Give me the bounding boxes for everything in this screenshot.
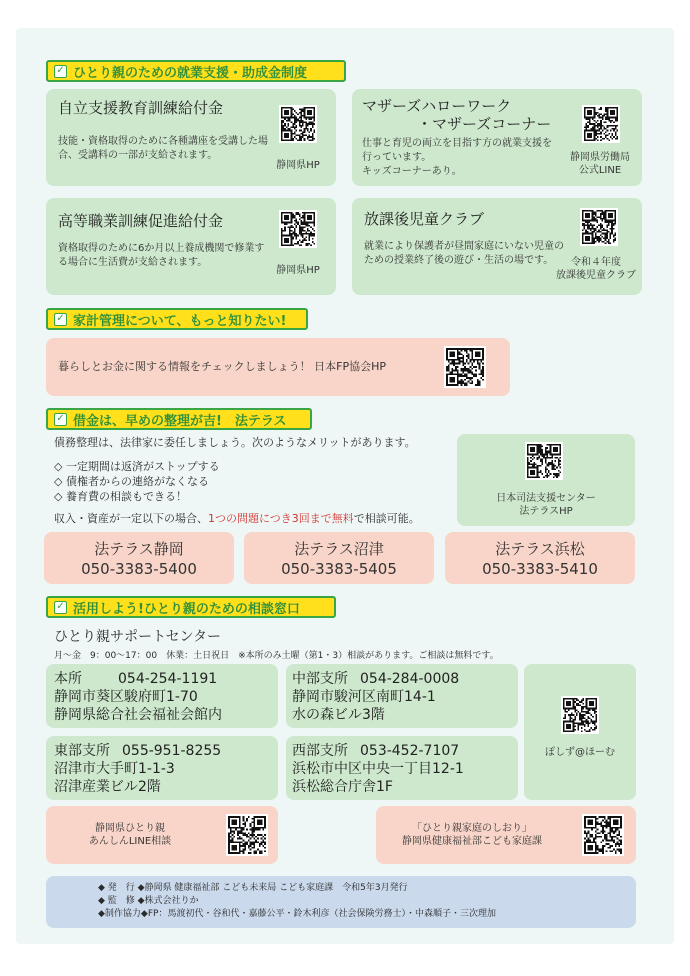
- credit-publisher: ◆ 発 行 ◆静岡県 健康福祉部 こども未来局 こども家庭課 令和5年3月発行: [98, 883, 408, 893]
- qr-caption-line: 静岡県労働局: [570, 152, 630, 163]
- card-body: 資格取得のために6か月以上養成機関で修業する場合に生活費が支給されます。: [58, 243, 265, 268]
- free-consult-note: [54, 512, 474, 526]
- section-title: ひとり親のための就業支援・助成金制度: [73, 65, 308, 81]
- office-shizuoka: [44, 532, 234, 584]
- branch-header: [292, 670, 459, 688]
- card-title-line2: ・マザーズコーナー: [417, 115, 552, 133]
- branch-name: 中部支所: [292, 671, 348, 687]
- office-name: 法テラス静岡: [94, 540, 184, 558]
- office-tel[interactable]: 050-3383-5405: [281, 560, 397, 578]
- qr-code-icon[interactable]: [582, 814, 624, 856]
- houterasu-hp-box: [457, 434, 635, 526]
- card-body-line: 行っています。: [362, 152, 432, 163]
- checkbox-icon: ✓: [54, 65, 67, 78]
- credit-supervisor: ◆ 監 修 ◆株式会社りか: [98, 896, 199, 906]
- line-caption: [60, 822, 200, 848]
- section-heading-consultation: [46, 596, 336, 618]
- credit-cooperation: ◆制作協力◆FP：馬渡初代・谷和代・嘉藤公平・鈴木利彦（社会保険労務士）・中森順子・三次理加: [98, 909, 496, 919]
- qr-code-icon[interactable]: [561, 696, 599, 734]
- card-body-line: キッズコーナーあり。: [362, 166, 462, 177]
- checkbox-icon: ✓: [54, 601, 67, 614]
- section-heading-debt: [46, 408, 312, 430]
- fp-association-box: [46, 338, 510, 396]
- card-independence-training: [46, 89, 336, 186]
- section-title: 家計管理について、もっと知りたい!: [73, 313, 287, 329]
- office-tel[interactable]: 050-3383-5400: [81, 560, 197, 578]
- branch-name: 西部支所: [292, 743, 348, 759]
- branch-name: 東部支所: [54, 743, 110, 759]
- card-body-line: 仕事と育児の両立を目指す方の就業支援を: [362, 138, 552, 149]
- qr-caption-line: 公式LINE: [578, 165, 622, 176]
- branch-address: 静岡市駿河区南町14-1: [292, 689, 436, 705]
- office-numazu: [244, 532, 434, 584]
- note-highlight: 1つの問題につき3回まで無料: [208, 512, 354, 525]
- branch-building: 浜松総合庁舎1F: [292, 779, 393, 795]
- fp-text: 暮らしとお金に関する情報をチェックしましょう！ 日本FP協会HP: [58, 360, 387, 373]
- qr-code-icon[interactable]: [226, 814, 268, 856]
- qr-caption-line: 日本司法支援センター: [496, 493, 596, 504]
- branch-tel[interactable]: 054-284-0008: [360, 671, 460, 687]
- poshizu-home-box: [524, 664, 636, 800]
- qr-caption: 静岡県HP: [276, 160, 320, 171]
- qr-code-icon[interactable]: [580, 208, 618, 246]
- branch-main: [46, 664, 278, 728]
- qr-code-icon[interactable]: [582, 105, 620, 143]
- office-name: 法テラス沼津: [294, 540, 384, 558]
- qr-caption: 静岡県HP: [276, 265, 320, 276]
- debt-intro: 債務整理は、法律家に委任しましょう。次のようなメリットがあります。: [54, 436, 416, 449]
- merit-item: ◇ 養育費の相談もできる！: [54, 490, 187, 503]
- qr-caption-line: 令和４年度: [571, 257, 621, 268]
- branch-address: 静岡市葵区駿府町1-70: [54, 689, 198, 705]
- guide-caption-line: 静岡県健康福祉部こども家庭課: [402, 836, 542, 847]
- branch-header: [54, 670, 217, 688]
- card-body: 就業により保護者が昼間家庭にいない児童のための授業終了後の遊び・生活の場です。: [364, 241, 564, 266]
- checkbox-icon: ✓: [54, 313, 67, 326]
- card-afterschool-club: [352, 198, 642, 295]
- qr-caption: ぽしず@ほーむ: [545, 747, 615, 758]
- card-title: 高等職業訓練促進給付金: [58, 212, 224, 230]
- qr-code-icon[interactable]: [279, 210, 317, 248]
- branch-address: 浜松市中区中央一丁目12-1: [292, 761, 464, 777]
- branch-chubu: [286, 664, 518, 728]
- card-mothers-hellowork: [352, 89, 642, 186]
- line-caption-line: 静岡県ひとり親: [95, 823, 165, 834]
- merit-item: ◇ 債権者からの連絡がなくなる: [54, 475, 209, 488]
- branch-building: 静岡県総合社会福祉会館内: [54, 707, 222, 723]
- card-title: 放課後児童クラブ: [364, 210, 485, 228]
- card-vocational-training: [46, 198, 336, 295]
- branch-tel[interactable]: 055-951-8255: [122, 743, 222, 759]
- branch-header: [292, 742, 459, 760]
- guide-caption-line: 「ひとり親家庭のしおり」: [412, 823, 532, 834]
- section-title: 借金は、早めの整理が吉! 法テラス: [73, 413, 287, 429]
- branch-header: [54, 742, 221, 760]
- section-title: 活用しよう!ひとり親のための相談窓口: [73, 601, 300, 617]
- section-heading-employment: [46, 60, 346, 82]
- branch-building: 沼津産業ビル2階: [54, 779, 161, 795]
- opening-hours: 月〜金 9：00〜17：00 休業：土日祝日 ※本所のみ土曜（第1・3）相談があります。ご相談は無料です。: [54, 651, 499, 661]
- office-name: 法テラス浜松: [495, 540, 585, 558]
- qr-caption-line: 放課後児童クラブ: [556, 270, 636, 281]
- branch-building: 水の森ビル3階: [292, 707, 385, 723]
- support-center-title: ひとり親サポートセンター: [54, 629, 222, 645]
- checkbox-icon: ✓: [54, 413, 67, 426]
- card-body: 技能・資格取得のために各種講座を受講した場合、受講料の一部が支給されます。: [58, 136, 268, 161]
- office-hamamatsu: [445, 532, 635, 584]
- family-guide-box: [376, 806, 636, 864]
- branch-tel[interactable]: 054-254-1191: [118, 671, 218, 687]
- note-text: 収入・資産が一定以下の場合、: [54, 512, 208, 525]
- card-body: [362, 137, 577, 179]
- qr-code-icon[interactable]: [525, 442, 563, 480]
- merit-list: [54, 459, 354, 504]
- qr-caption: [558, 151, 642, 177]
- qr-caption: [457, 492, 635, 518]
- merit-item: ◇ 一定期間は返済がストップする: [54, 460, 220, 473]
- qr-code-icon[interactable]: [279, 105, 317, 143]
- card-title: マザーズハローワーク: [362, 97, 512, 115]
- footer-credits: [46, 876, 636, 928]
- branch-east: [46, 736, 278, 800]
- qr-caption: [550, 256, 642, 282]
- office-tel[interactable]: 050-3383-5410: [482, 560, 598, 578]
- guide-caption: [378, 822, 566, 848]
- note-text: で相談可能。: [353, 512, 420, 525]
- qr-code-icon[interactable]: [444, 346, 486, 388]
- card-title: 自立支援教育訓練給付金: [58, 99, 224, 117]
- line-caption-line: あんしんLINE相談: [88, 836, 172, 847]
- branch-west: [286, 736, 518, 800]
- section-heading-household: [46, 308, 308, 330]
- line-consultation-box: [46, 806, 278, 864]
- branch-tel[interactable]: 053-452-7107: [360, 743, 460, 759]
- qr-caption-line: 法テラスHP: [519, 506, 573, 517]
- branch-name: 本所: [54, 671, 82, 687]
- credits-list: [98, 882, 496, 921]
- branch-address: 沼津市大手町1-1-3: [54, 761, 175, 777]
